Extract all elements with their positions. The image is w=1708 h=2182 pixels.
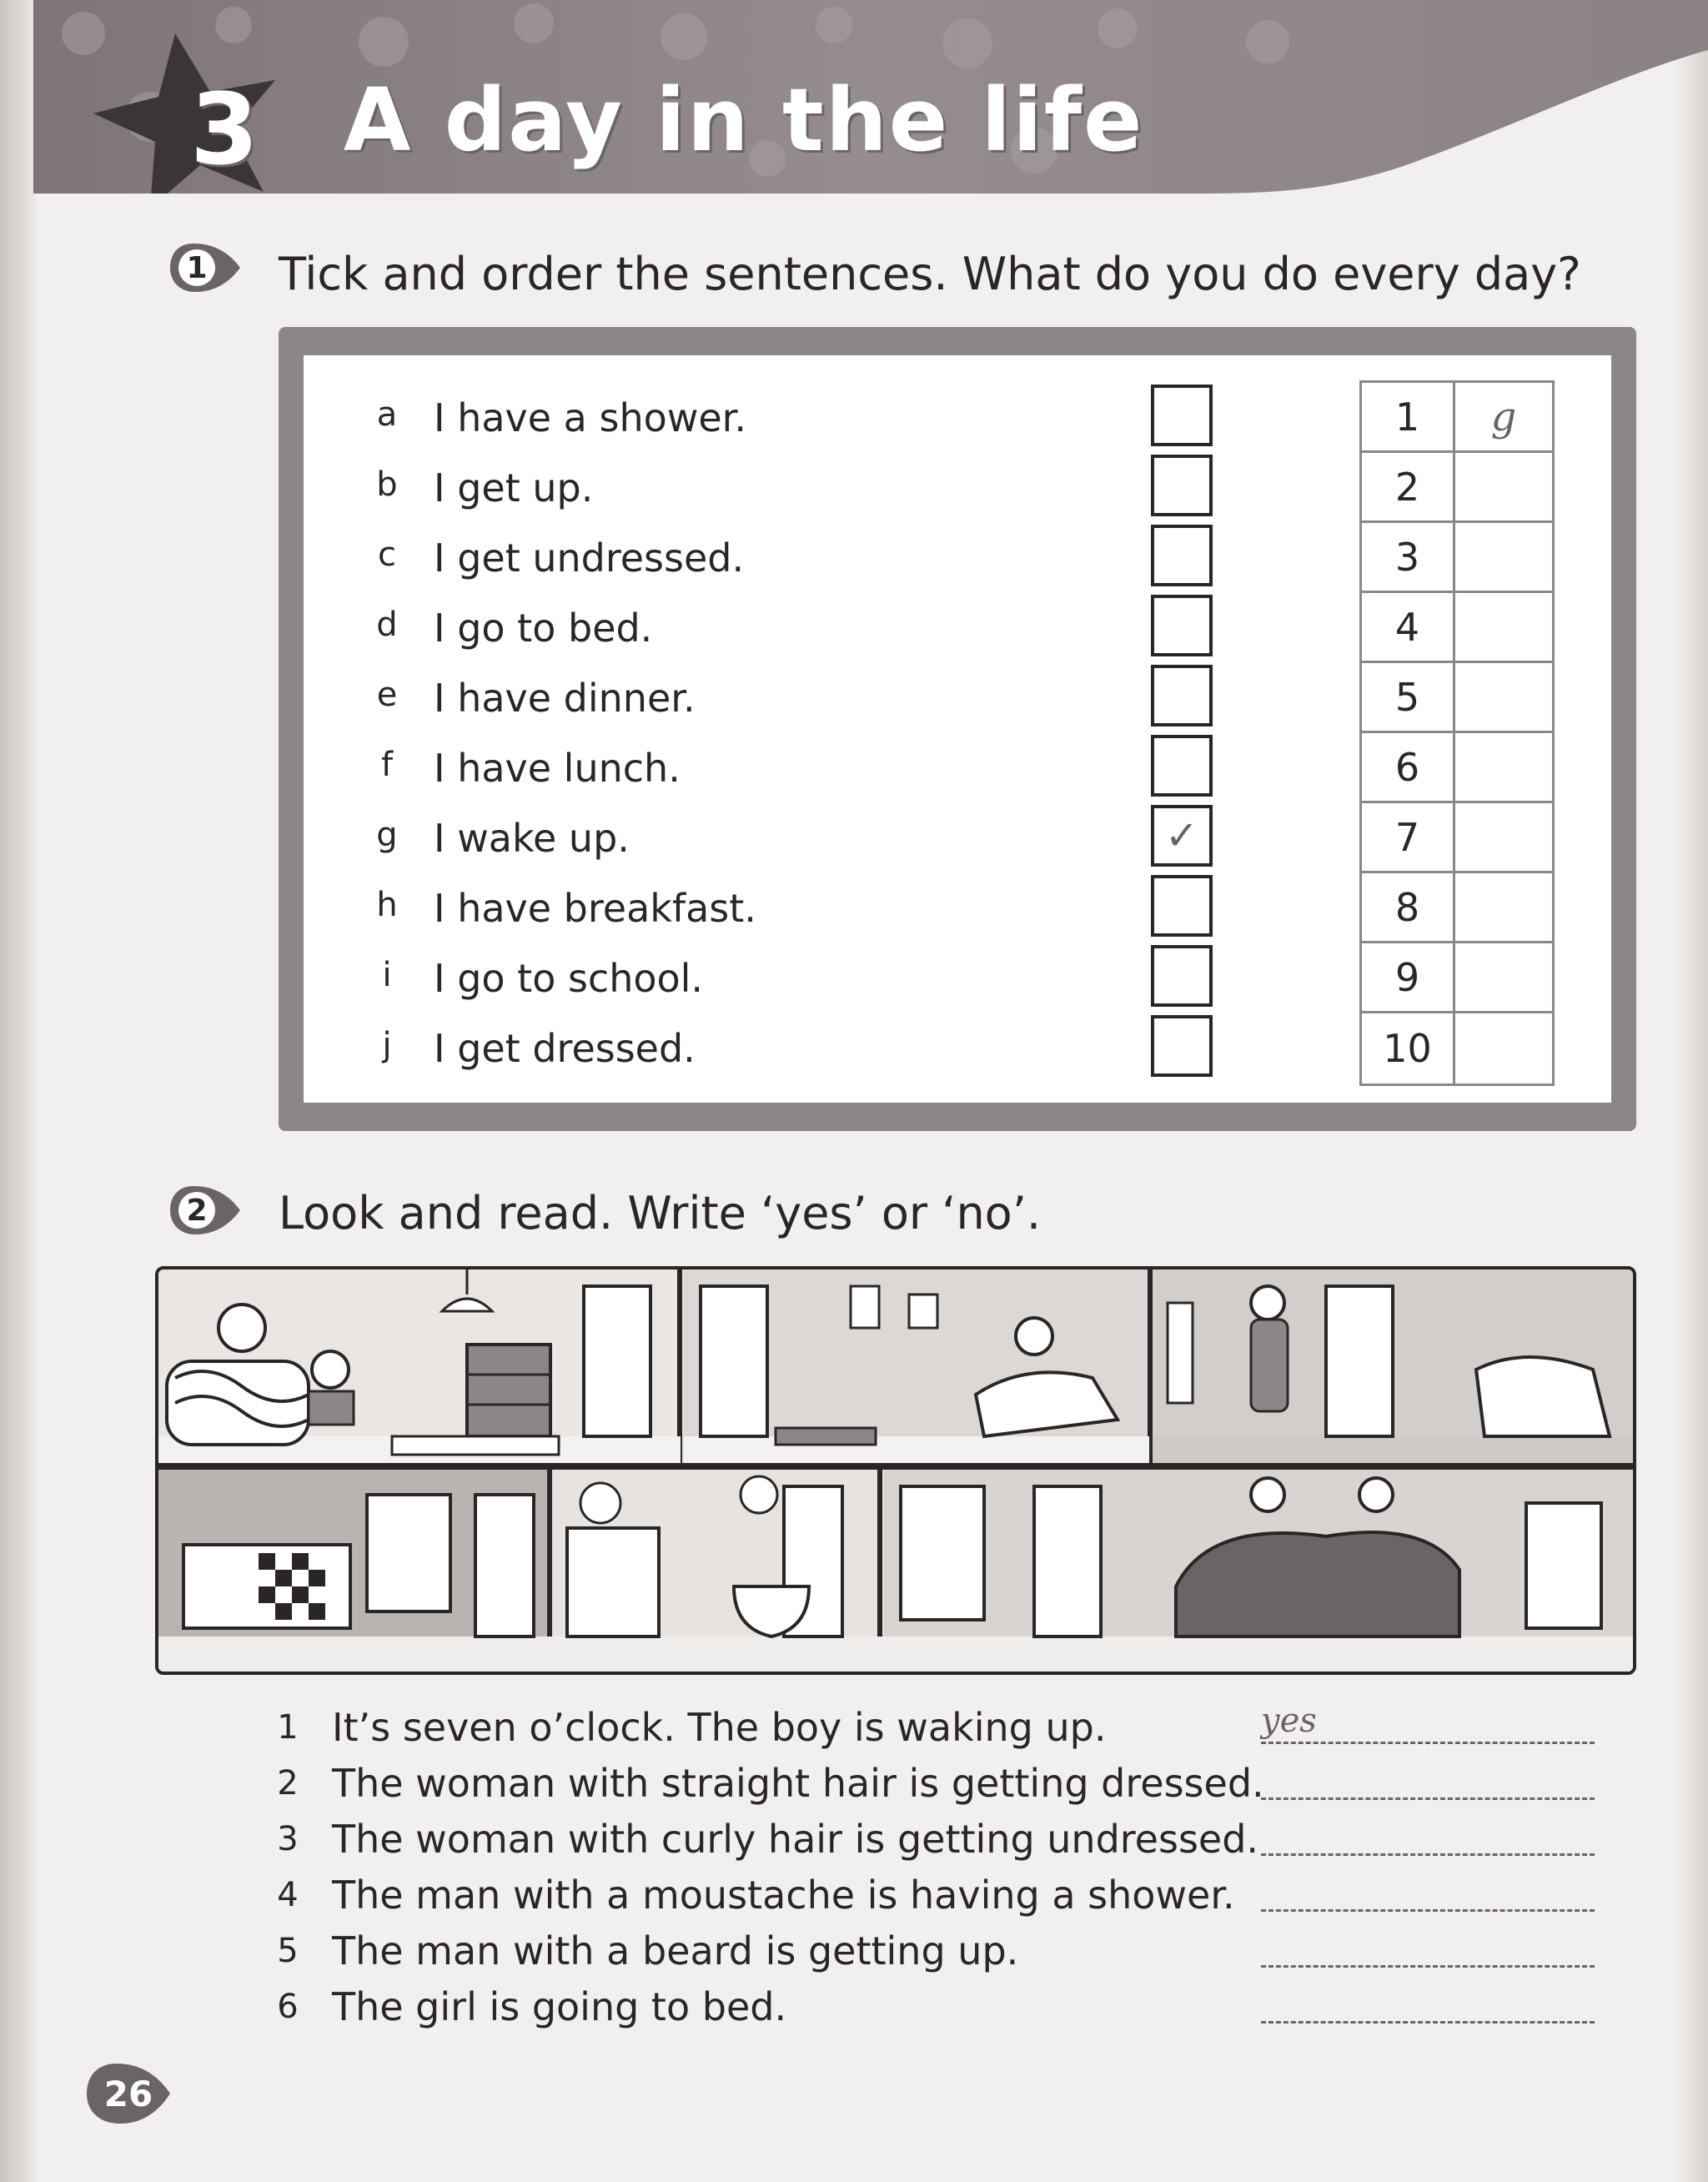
sentence-letter: i xyxy=(382,956,392,994)
question-text: The man with a beard is getting up. xyxy=(332,1928,1019,1973)
question-row xyxy=(275,1869,1610,1924)
sentence-letter: j xyxy=(382,1026,392,1064)
question-row xyxy=(275,1925,1610,1980)
question-text: The woman with straight hair is getting dressed. xyxy=(332,1761,1264,1806)
order-answer-cell[interactable] xyxy=(1455,943,1552,1013)
order-number: 4 xyxy=(1362,593,1455,663)
question-row xyxy=(275,1981,1610,2036)
order-answer-cell[interactable] xyxy=(1455,523,1552,593)
order-answer-cell[interactable]: g xyxy=(1455,383,1552,453)
order-number: 5 xyxy=(1362,663,1455,733)
question-text: The girl is going to bed. xyxy=(332,1984,787,2029)
sentence-text: I get undressed. xyxy=(434,535,745,581)
sentence-letter: g xyxy=(376,816,398,854)
sentence-row xyxy=(370,380,1121,450)
answer-line[interactable] xyxy=(1261,1965,1595,1968)
house-scene-image xyxy=(158,1269,1633,1672)
question-row xyxy=(275,1813,1610,1868)
page-number-badge xyxy=(83,2060,173,2127)
order-number: 7 xyxy=(1362,803,1455,873)
tick-box[interactable] xyxy=(1151,385,1213,446)
question-text: It’s seven o’clock. The boy is waking up. xyxy=(332,1705,1107,1750)
question-number: 5 xyxy=(277,1932,299,1970)
answer-text: yes xyxy=(1261,1702,1317,1740)
question-number: 4 xyxy=(277,1876,299,1914)
question-row xyxy=(275,1702,1610,1757)
sentence-letter: e xyxy=(376,676,398,714)
sentence-text: I get up. xyxy=(434,465,594,510)
order-answer-cell[interactable] xyxy=(1455,453,1552,523)
sentence-row xyxy=(370,731,1121,801)
order-number: 3 xyxy=(1362,523,1455,593)
tick-box[interactable] xyxy=(1151,665,1213,726)
answer-line[interactable] xyxy=(1261,2021,1595,2024)
question-number: 2 xyxy=(277,1764,299,1802)
exercise-2-number: 2 xyxy=(186,1193,208,1228)
question-text: The man with a moustache is having a shower. xyxy=(332,1873,1235,1918)
order-number: 10 xyxy=(1362,1013,1455,1083)
order-answer-cell[interactable] xyxy=(1455,803,1552,873)
page-number: 26 xyxy=(103,2073,153,2114)
sentence-text: I have dinner. xyxy=(434,676,696,721)
house-illustration xyxy=(155,1266,1636,1675)
sentence-text: I have breakfast. xyxy=(434,886,756,931)
order-number: 9 xyxy=(1362,943,1455,1013)
sentence-row xyxy=(370,1011,1121,1081)
exercise-1-frame xyxy=(279,327,1636,1131)
check-icon: ✓ xyxy=(1164,812,1199,859)
answer-line[interactable] xyxy=(1261,1853,1595,1856)
order-answer-cell[interactable] xyxy=(1455,1013,1552,1083)
page-edge xyxy=(1675,0,1708,2182)
order-number: 1 xyxy=(1362,383,1455,453)
exercise-1-panel xyxy=(304,355,1611,1103)
tick-box[interactable] xyxy=(1151,735,1213,797)
sentence-text: I wake up. xyxy=(434,816,630,861)
exercise-1-number: 1 xyxy=(186,250,208,285)
unit-number: 3 xyxy=(190,72,259,187)
order-number: 6 xyxy=(1362,733,1455,803)
sentence-text: I have lunch. xyxy=(434,746,681,791)
order-number: 2 xyxy=(1362,453,1455,523)
exercise-2-instruction: Look and read. Write ‘yes’ or ‘no’. xyxy=(279,1187,1042,1239)
sentence-row xyxy=(370,871,1121,941)
sentence-row xyxy=(370,591,1121,661)
question-text: The woman with curly hair is getting undressed. xyxy=(332,1817,1259,1862)
order-answer-cell[interactable] xyxy=(1455,593,1552,663)
tick-box[interactable] xyxy=(1151,875,1213,937)
sentence-letter: h xyxy=(376,886,398,924)
order-answer-cell[interactable] xyxy=(1455,733,1552,803)
exercise-1-instruction: Tick and order the sentences. What do you do every day? xyxy=(279,248,1581,300)
tick-box[interactable] xyxy=(1151,455,1213,516)
exercise-2-badge xyxy=(168,1183,242,1238)
sentence-text: I go to school. xyxy=(434,956,704,1001)
sentence-letter: d xyxy=(376,606,398,644)
answer-line[interactable] xyxy=(1261,1909,1595,1912)
page-gutter xyxy=(0,0,40,2182)
sentence-letter: a xyxy=(376,395,398,434)
sentence-row xyxy=(370,661,1121,731)
tick-box[interactable] xyxy=(1151,805,1213,867)
question-number: 1 xyxy=(277,1708,299,1747)
sentence-row xyxy=(370,941,1121,1011)
sentence-text: I have a shower. xyxy=(434,395,746,440)
tick-box[interactable] xyxy=(1151,595,1213,656)
unit-banner xyxy=(33,0,1708,194)
order-answer-cell[interactable] xyxy=(1455,873,1552,943)
sentence-row xyxy=(370,520,1121,591)
exercise-1-badge xyxy=(168,240,242,295)
sentence-letter: b xyxy=(376,465,398,504)
sentence-letter: f xyxy=(380,746,394,784)
answer-line[interactable] xyxy=(1261,1742,1595,1744)
order-answer-cell[interactable] xyxy=(1455,663,1552,733)
sentence-text: I get dressed. xyxy=(434,1026,696,1071)
sentence-letter: c xyxy=(378,535,396,574)
tick-box[interactable] xyxy=(1151,525,1213,586)
question-number: 3 xyxy=(277,1820,299,1858)
tick-box[interactable] xyxy=(1151,1015,1213,1077)
unit-title: A day in the life xyxy=(344,69,1144,171)
sentence-text: I go to bed. xyxy=(434,606,653,651)
sentence-row xyxy=(370,801,1121,871)
question-row xyxy=(275,1757,1610,1812)
order-table xyxy=(1359,380,1555,1086)
question-number: 6 xyxy=(277,1988,299,2026)
sentence-row xyxy=(370,450,1121,520)
answer-line[interactable] xyxy=(1261,1797,1595,1800)
order-number: 8 xyxy=(1362,873,1455,943)
tick-box[interactable] xyxy=(1151,945,1213,1007)
